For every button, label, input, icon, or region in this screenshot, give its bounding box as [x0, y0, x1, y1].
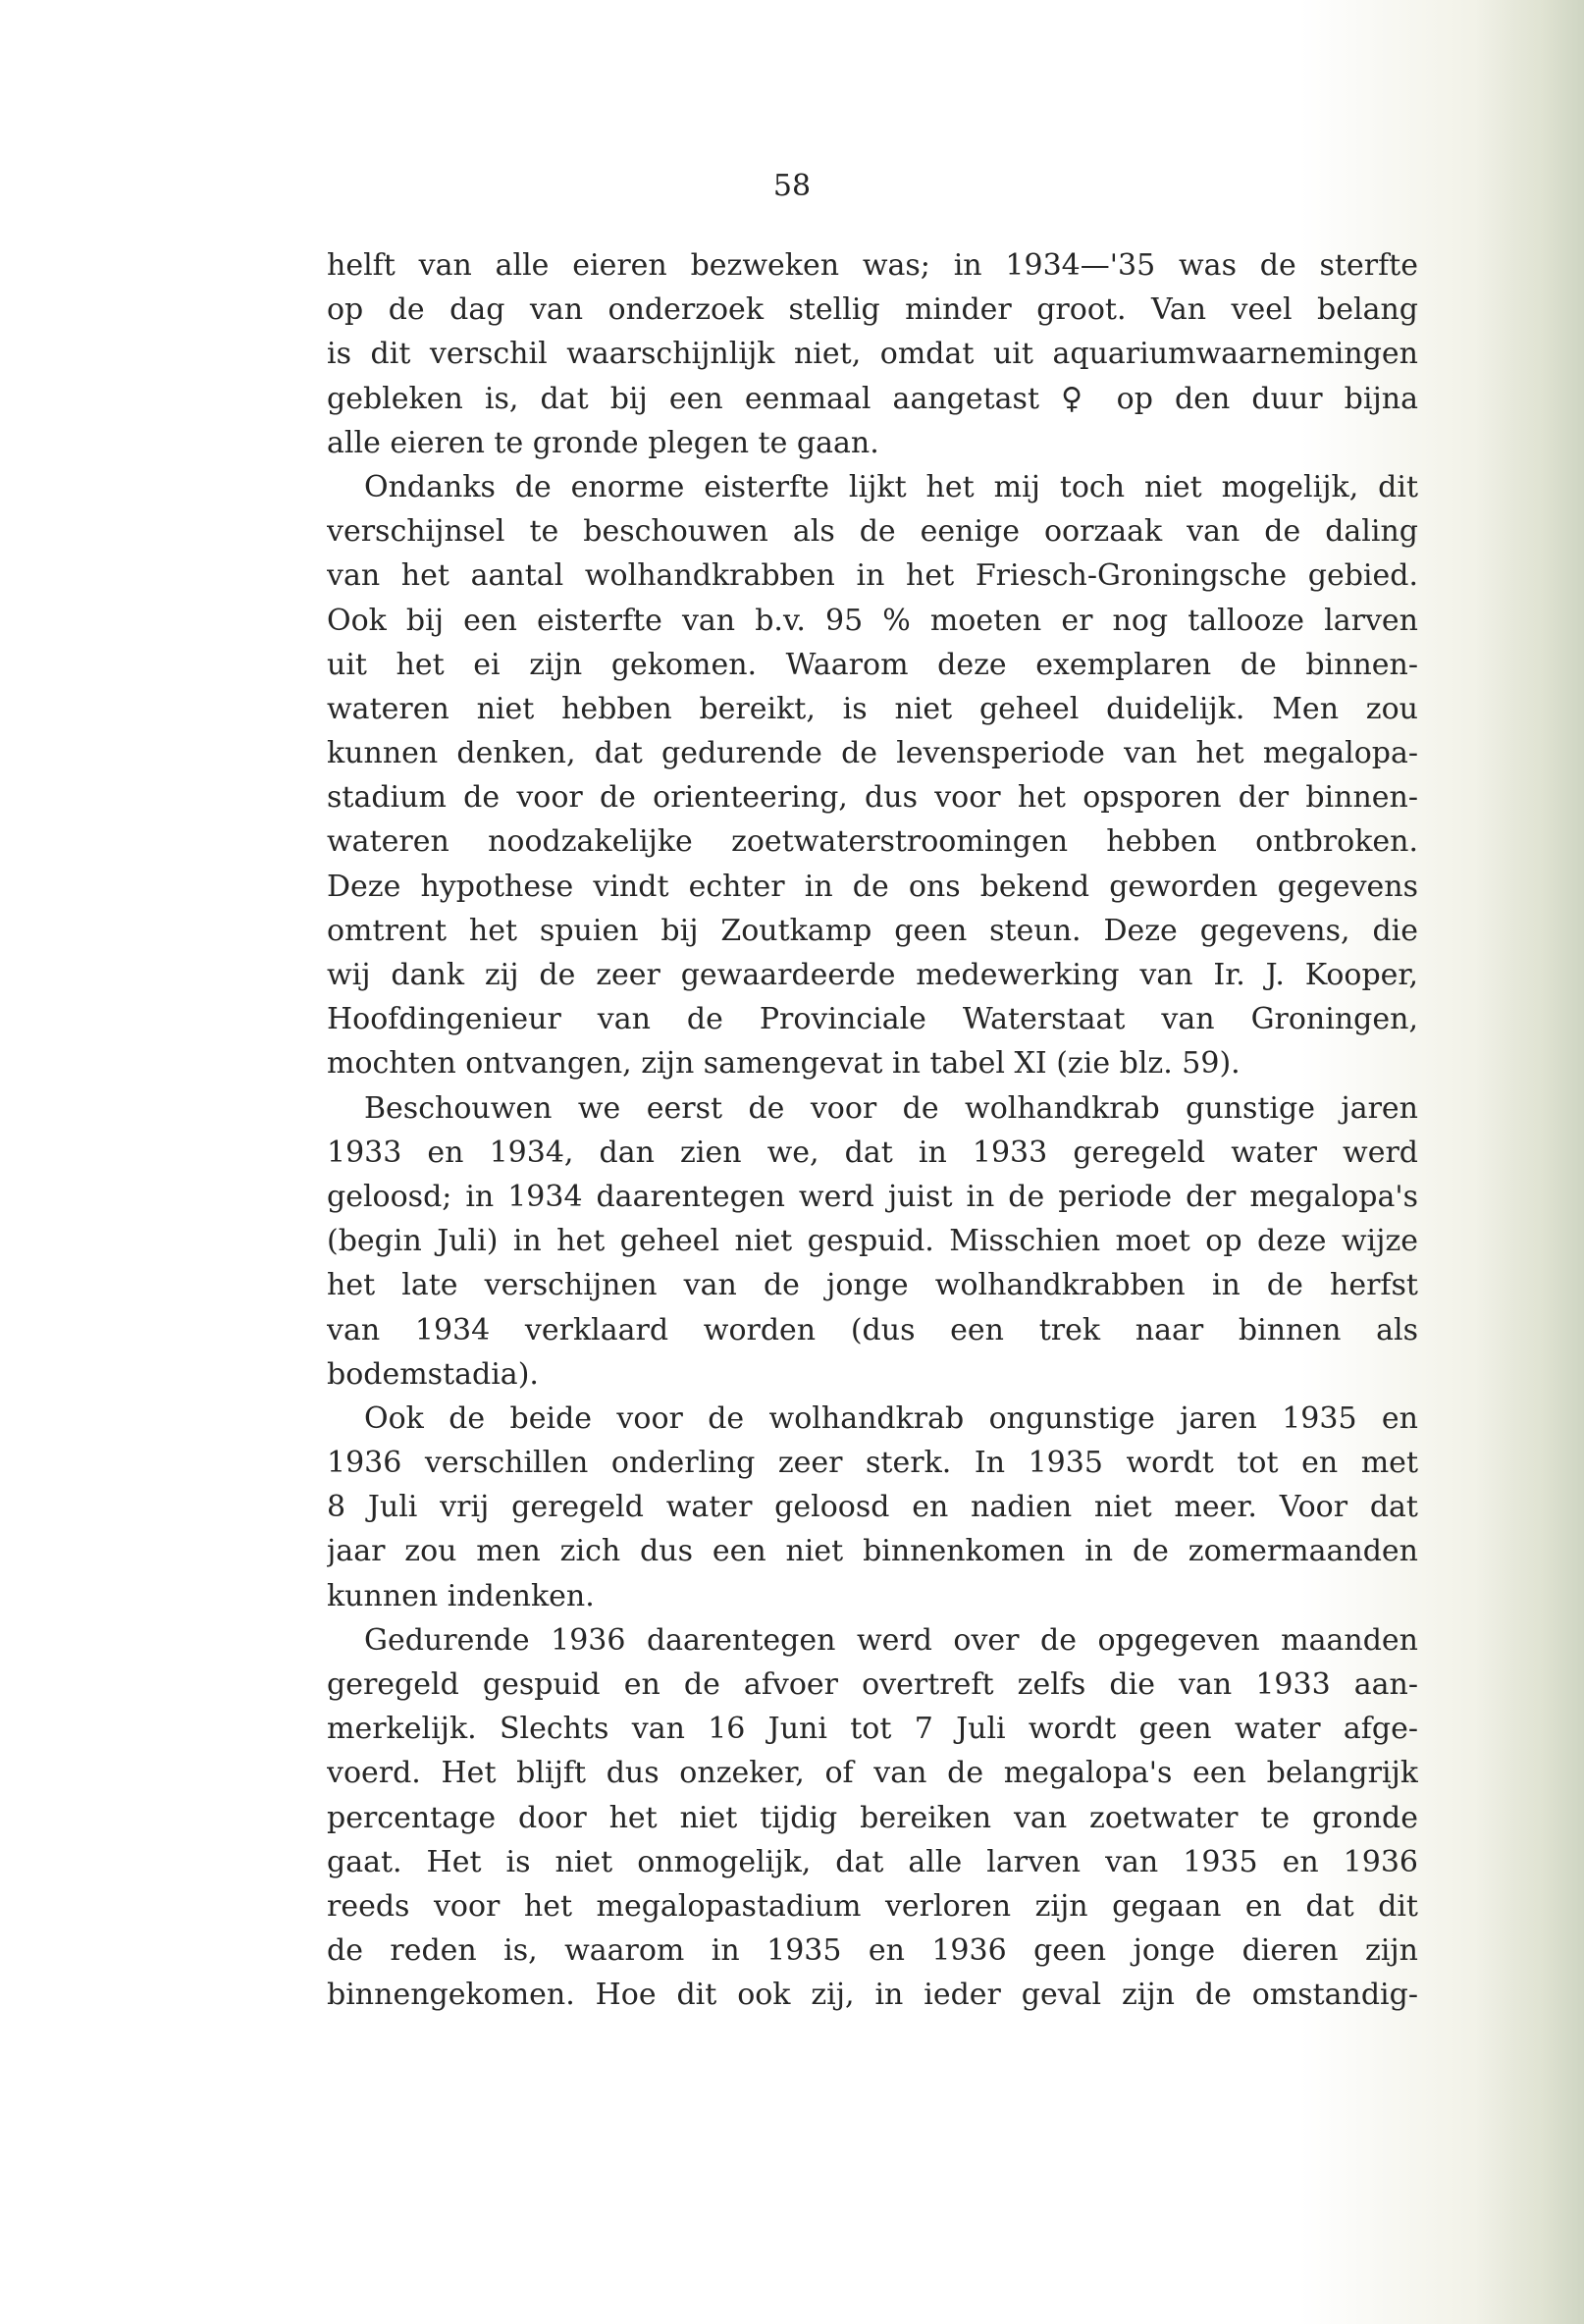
text-line: bodemstadia).	[327, 1356, 539, 1392]
text-line: uit het ei zijn gekomen. Waarom deze exemplaren de binnen-	[327, 647, 1418, 682]
text-line: van het aantal wolhandkrabben in het Friesch-Groningsche gebied.	[327, 558, 1418, 594]
text-line: kunnen indenken.	[327, 1578, 595, 1613]
text-line: binnengekomen. Hoe dit ook zij, in ieder geval zijn de omstandig-	[327, 1978, 1418, 2013]
text-line: merkelijk. Slechts van 16 Juni tot 7 Juli wordt geen water afge-	[327, 1712, 1418, 1747]
text-line: op de dag van onderzoek stellig minder groot. Van veel belang	[327, 292, 1418, 328]
text-line: Beschouwen we eerst de voor de wolhandkrab gunstige jaren	[364, 1090, 1418, 1126]
text-line: de reden is, waarom in 1935 en 1936 geen jonge dieren zijn	[327, 1933, 1418, 1969]
text-line: wij dank zij de zeer gewaardeerde medewerking van Ir. J. Kooper,	[327, 958, 1418, 992]
text-line: verschijnsel te beschouwen als de eenige oorzaak van de daling	[327, 514, 1418, 550]
text-line: Ondanks de enorme eisterfte lijkt het mij toch niet mogelijk, dit	[364, 469, 1418, 504]
text-line: Deze hypothese vindt echter in de ons bekend geworden gegevens	[327, 869, 1418, 904]
text-line: Ook bij een eisterfte van b.v. 95 % moeten er nog tallooze larven	[327, 603, 1418, 638]
text-line: van 1934 verklaard worden (dus een trek naar binnen als	[327, 1312, 1418, 1347]
page-edge-shading	[1476, 0, 1584, 2324]
text-line: het late verschijnen van de jonge wolhandkrabben in de herfst	[327, 1268, 1418, 1303]
body-text	[327, 243, 1418, 2018]
page-number: 58	[772, 169, 812, 203]
text-line: gebleken is, dat bij een eenmaal aangetast ♀ op den duur bijna	[327, 381, 1418, 416]
text-line: alle eieren te gronde plegen te gaan.	[327, 425, 879, 460]
text-line: helft van alle eieren bezweken was; in 1934—'35 was de sterfte	[327, 248, 1418, 283]
text-line: 1933 en 1934, dan zien we, dat in 1933 geregeld water werd	[327, 1135, 1418, 1170]
text-line: Hoofdingenieur van de Provinciale Waterstaat van Groningen,	[327, 1002, 1418, 1037]
text-line: Ook de beide voor de wolhandkrab ongunstige jaren 1935 en	[364, 1400, 1418, 1436]
text-line: Gedurende 1936 daarentegen werd over de opgegeven maanden	[364, 1622, 1418, 1658]
text-line: 8 Juli vrij geregeld water geloosd en nadien niet meer. Voor dat	[327, 1490, 1418, 1525]
text-line: wateren noodzakelijke zoetwaterstroomingen hebben ontbroken.	[327, 824, 1418, 860]
text-line: jaar zou men zich dus een niet binnenkomen in de zomermaanden	[327, 1534, 1418, 1569]
text-line: omtrent het spuien bij Zoutkamp geen steun. Deze gegevens, die	[327, 913, 1418, 948]
text-line: geregeld gespuid en de afvoer overtreft zelfs die van 1933 aan-	[327, 1667, 1418, 1702]
text-line: kunnen denken, dat gedurende de levensperiode van het megalopa-	[327, 736, 1418, 771]
text-line: stadium de voor de orienteering, dus voor het opsporen der binnen-	[327, 780, 1418, 816]
text-line: geloosd; in 1934 daarentegen werd juist in de periode der megalopa's	[327, 1179, 1418, 1214]
text-line: reeds voor het megalopastadium verloren zijn gegaan en dat dit	[327, 1888, 1418, 1924]
text-line: mochten ontvangen, zijn samengevat in tabel XI (zie blz. 59).	[327, 1046, 1241, 1082]
text-line: (begin Juli) in het geheel niet gespuid. Misschien moet op deze wijze	[327, 1224, 1418, 1259]
text-line: is dit verschil waarschijnlijk niet, omdat uit aquariumwaarnemingen	[327, 337, 1418, 372]
text-line: percentage door het niet tijdig bereiken van zoetwater te gronde	[327, 1800, 1418, 1835]
text-line: wateren niet hebben bereikt, is niet geheel duidelijk. Men zou	[327, 691, 1418, 726]
text-line: 1936 verschillen onderling zeer sterk. In 1935 wordt tot en met	[327, 1446, 1418, 1481]
text-line: voerd. Het blijft dus onzeker, of van de megalopa's een belangrijk	[327, 1756, 1418, 1791]
text-line: gaat. Het is niet onmogelijk, dat alle larven van 1935 en 1936	[327, 1844, 1418, 1879]
